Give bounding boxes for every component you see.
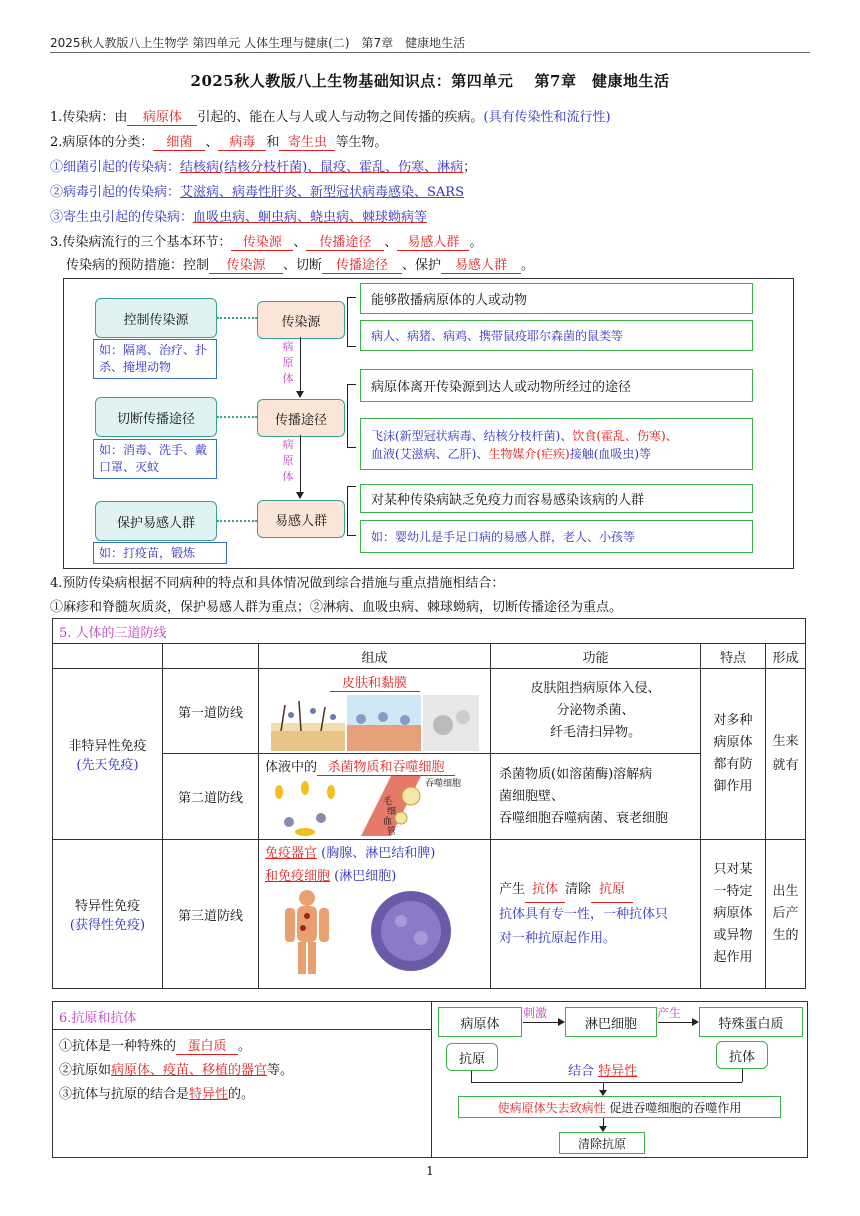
link-source: 传染源: [257, 301, 345, 339]
section-title: 6.抗原和抗体: [59, 1011, 137, 1026]
answer-blank: 抗体: [525, 878, 565, 903]
flow-antigen: 抗原: [446, 1043, 498, 1071]
text: ①抗体是一种特殊的: [59, 1039, 177, 1054]
example-group: 如：婴幼儿是手足口病的易感人群，老人、小孩等: [360, 520, 753, 553]
underlined-text: 特异性: [189, 1087, 229, 1102]
line-definition: [50, 106, 611, 126]
text: 。: [521, 258, 535, 273]
flow-label-stimulate: 刺激: [523, 1006, 548, 1020]
underlined-text: 病原体、疫苗、移植的器官: [111, 1063, 268, 1078]
example-route: [360, 418, 753, 470]
text: 3.传染病流行的三个基本环节：: [50, 235, 232, 250]
answer-blank: 皮肤和黏膜: [330, 672, 420, 692]
text: 杀菌物质(如溶菌酶)溶解病: [499, 766, 653, 782]
flow-lymphocyte: 淋巴细胞: [565, 1007, 657, 1037]
answer-blank: 传播途径: [306, 231, 384, 251]
page-number: 1: [426, 1164, 434, 1178]
text: 等生物。: [335, 135, 388, 150]
text: 。: [469, 235, 483, 250]
row-sublabel: (先天免疫): [76, 758, 139, 773]
flow-line: [742, 1069, 743, 1082]
row-sublabel: (获得性免疫): [69, 918, 146, 933]
arrow-head-icon: [296, 391, 304, 398]
underlined-text: 特异性: [598, 1064, 638, 1079]
example-vector: 生物媒介(疟疾): [488, 447, 570, 461]
text: ②病毒引起的传染病：: [50, 185, 181, 200]
page-title: 2025秋人教版八上生物基础知识点：第四单元 第7章 健康地生活: [190, 72, 670, 90]
running-header: 2025秋人教版八上生物学 第四单元 人体生理与健康(二) 第7章 健康地生活: [50, 36, 466, 50]
text: 清除: [565, 881, 592, 897]
answer-blank: 传染源: [209, 254, 283, 274]
flow-pathogen: 病原体: [438, 1007, 522, 1037]
line-pathogen-types: [50, 131, 387, 151]
text: 、: [384, 235, 398, 250]
note-text: (具有传染性和流行性): [483, 110, 611, 125]
text: 就有: [772, 758, 799, 773]
text: 传染病的预防措施：控制: [66, 258, 210, 273]
text: 促进吞噬细胞的吞噬作用: [609, 1100, 742, 1115]
link-group: 易感人群: [257, 500, 345, 538]
fig-label: 毛: [383, 797, 393, 807]
line-three-links: [50, 231, 482, 251]
text: 和: [266, 135, 280, 150]
row-label: 非特异性免疫: [68, 739, 147, 754]
third-line-composition: [259, 840, 491, 989]
antigen-line-2: [59, 1059, 293, 1078]
flow-special-protein: 特殊蛋白质: [699, 1007, 803, 1037]
connector: [217, 520, 257, 522]
text: 产生: [499, 881, 526, 897]
note-text: (淋巴细胞): [334, 869, 397, 884]
header-empty: [53, 644, 163, 669]
bracket: [347, 297, 356, 347]
fig-label: 细: [387, 807, 397, 817]
skin-hair-figure: [271, 695, 345, 751]
text: 、: [205, 135, 219, 150]
arrow-label: 病原体: [282, 438, 294, 483]
answer-blank: 抗原: [591, 878, 633, 903]
example-blood: 血液(艾滋病、乙肝)、: [371, 447, 489, 461]
measure-control-source: 控制传染源: [95, 298, 217, 338]
text: ③寄生虫引起的传染病：: [50, 210, 194, 225]
arrow-line: [300, 435, 301, 497]
third-line: 第三道防线: [163, 840, 259, 989]
answer-blank: 寄生虫: [279, 131, 335, 151]
answer-blank: 易感人群: [397, 231, 469, 251]
col-header-function: 功能: [491, 644, 701, 669]
flow-combine-label: [568, 1060, 637, 1079]
text: ；: [463, 160, 477, 175]
note-text: 抗体具有专一性，一种抗体只: [499, 906, 669, 922]
mucosa-figure: [347, 695, 421, 751]
example-food: 饮食(霍乱、伤寒)、: [572, 429, 678, 443]
first-line-function: [491, 669, 701, 754]
header-empty: [163, 644, 259, 669]
flow-clear-antigen: 清除抗原: [559, 1132, 645, 1154]
answer-blank: 传染源: [231, 231, 293, 251]
answer-blank: 易感人群: [441, 254, 521, 274]
text: 只对某: [713, 862, 753, 877]
arrow-head-icon: [692, 1018, 699, 1026]
def-source: 能够散播病原体的人或动物: [360, 283, 753, 314]
text: 、保护: [402, 258, 442, 273]
text: 吞噬细胞吞噬病菌、衰老细胞: [499, 810, 669, 826]
measure-cut-route: 切断传播途径: [95, 397, 217, 437]
phagocyte-illustration: [265, 776, 484, 836]
specific-feature: [701, 840, 766, 989]
measure-protect-group: 保护易感人群: [95, 501, 217, 541]
row-label: 特异性免疫: [74, 899, 140, 914]
answer-blank: 蛋白质: [176, 1035, 238, 1055]
answer-blank: 病毒: [218, 131, 266, 151]
text: 等。: [267, 1063, 294, 1078]
note-text: 对一种抗原起作用。: [499, 930, 617, 946]
note-cut-route: 如：消毒、洗手、戴口罩、灭蚊: [93, 439, 217, 479]
lymphocyte-figure: [367, 888, 455, 974]
underlined-text: 和免疫细胞: [265, 869, 331, 884]
text: 体液中的: [265, 760, 318, 775]
text: 皮肤阻挡病原体入侵、: [530, 681, 661, 696]
line-prevention: [66, 254, 534, 274]
prevention-diagram: [63, 278, 794, 569]
col-header-formation: 形成: [766, 644, 806, 669]
first-line: 第一道防线: [163, 669, 259, 754]
second-line: 第二道防线: [163, 754, 259, 840]
second-line-composition: [259, 754, 491, 840]
text: 、切断: [283, 258, 323, 273]
text: 纤毛清扫异物。: [549, 725, 641, 740]
antigen-line-3: [59, 1083, 254, 1102]
line-focus-measures: ①麻疹和脊髓灰质炎，保护易感人群为重点；②淋病、血吸虫病、棘球蚴病，切断传播途径为重点。: [50, 600, 623, 615]
underlined-text: 血吸虫病、蛔虫病、蛲虫病、棘球蚴病等: [193, 210, 428, 225]
human-body-figure: [265, 888, 349, 974]
flow-arrow: [658, 1022, 694, 1023]
fig-label: 血: [383, 817, 393, 827]
link-route: 传播途径: [257, 399, 345, 437]
col-header-composition: 组成: [259, 644, 491, 669]
text: ②抗原如: [59, 1063, 112, 1078]
def-group: 对某种传染病缺乏免疫力而容易感染该病的人群: [360, 484, 753, 513]
antigen-text-panel: [53, 1002, 432, 1157]
fig-label: 管: [387, 827, 397, 837]
text: 。: [238, 1039, 252, 1054]
answer-blank: 杀菌物质和吞噬细胞: [317, 756, 455, 776]
connector: [217, 416, 257, 418]
text: 病原体: [713, 906, 753, 921]
text: 结合: [568, 1064, 595, 1079]
text: 都有防: [713, 757, 753, 772]
text: 起作用: [713, 950, 753, 965]
third-line-function: [491, 840, 701, 989]
flow-label-produce: 产生: [657, 1006, 682, 1020]
text: 的。: [228, 1087, 255, 1102]
flow-result: [458, 1096, 781, 1118]
immune-illustration: [265, 888, 484, 974]
text: 对多种: [713, 713, 753, 728]
arrow-label: 病原体: [282, 340, 294, 385]
underlined-text: 艾滋病、病毒性肝炎、新型冠状病毒感染、SARS: [180, 185, 465, 200]
note-control-source: 如：隔离、治疗、扑杀、掩埋动物: [93, 339, 217, 379]
specific-immunity-cell: [53, 840, 163, 989]
text: 病原体: [713, 735, 753, 750]
cilia-figure: [423, 695, 479, 751]
antigen-line-1: [59, 1035, 251, 1055]
answer-blank: 传播途径: [322, 254, 402, 274]
defense-lines-table: [52, 618, 806, 989]
example-source: 病人、病猪、病鸡、携带鼠疫耶尔森菌的鼠类等: [360, 320, 753, 351]
bracket: [347, 486, 356, 536]
underlined-text: 免疫器官: [265, 846, 318, 861]
text: 分泌物杀菌、: [556, 703, 635, 718]
divider: [53, 1029, 431, 1030]
text: 菌细胞壁、: [499, 788, 565, 804]
flow-line: [471, 1071, 472, 1082]
line-combined-measures: 4.预防传染病根据不同病种的特点和具体情况做到综合措施与重点措施相结合：: [50, 576, 505, 591]
fig-label: 吞噬细胞: [425, 779, 462, 789]
table-title: 5. 人体的三道防线: [53, 619, 806, 644]
specific-formation: [766, 840, 806, 989]
header-rule: [50, 52, 810, 53]
def-route: 病原体离开传染源到达人或动物所经过的途径: [360, 369, 753, 402]
text: 一特定: [713, 884, 753, 899]
answer-blank: 细菌: [153, 131, 205, 151]
second-line-function: [491, 754, 701, 840]
note-protect-group: 如：打疫苗，锻炼: [93, 542, 227, 564]
example-airborne: 飞沫(新型冠状病毒、结核分枝杆菌)、: [371, 429, 573, 443]
line-parasitic: [50, 206, 427, 225]
text: 引起的、能在人与人或人与动物之间传播的疾病。: [197, 110, 484, 125]
text: 或异物: [713, 928, 753, 943]
arrow-head-icon: [558, 1018, 565, 1026]
bracket: [347, 384, 356, 448]
text: 、: [293, 235, 307, 250]
connector: [217, 317, 257, 319]
text: ③抗体与抗原的结合是: [59, 1087, 190, 1102]
line-viral: [50, 181, 464, 200]
text: 2.病原体的分类：: [50, 135, 154, 150]
col-header-feature: 特点: [701, 644, 766, 669]
first-line-composition: [259, 669, 491, 754]
skin-illustration: [261, 695, 488, 751]
arrow-line: [300, 337, 301, 397]
antigen-antibody-section: [52, 1001, 808, 1158]
arrow-head-icon: [296, 492, 304, 499]
underlined-text: 结核病(结核分枝杆菌)、鼠疫、霍乱、伤寒、淋病: [180, 160, 464, 175]
text: 后产: [772, 906, 799, 921]
text: 出生: [772, 884, 799, 899]
text: 1.传染病：由: [50, 110, 128, 125]
flow-arrow: [523, 1022, 561, 1023]
nonspecific-immunity-cell: [53, 669, 163, 840]
text: 使病原体失去致病性: [497, 1100, 606, 1115]
phagocyte-figure: [265, 778, 355, 838]
flow-line: [471, 1082, 742, 1083]
note-text: (胸腺、淋巴结和脾): [321, 846, 436, 861]
answer-blank: 病原体: [127, 106, 197, 126]
nonspecific-formation: [766, 669, 806, 840]
example-contact: 接触(血吸虫)等: [569, 447, 652, 461]
line-bacterial: [50, 156, 476, 175]
text: 御作用: [713, 779, 753, 794]
text: 生的: [772, 928, 799, 943]
text: 生来: [772, 734, 799, 749]
flow-antibody: 抗体: [716, 1041, 768, 1069]
text: ①细菌引起的传染病：: [50, 160, 181, 175]
nonspecific-feature: [701, 669, 766, 840]
